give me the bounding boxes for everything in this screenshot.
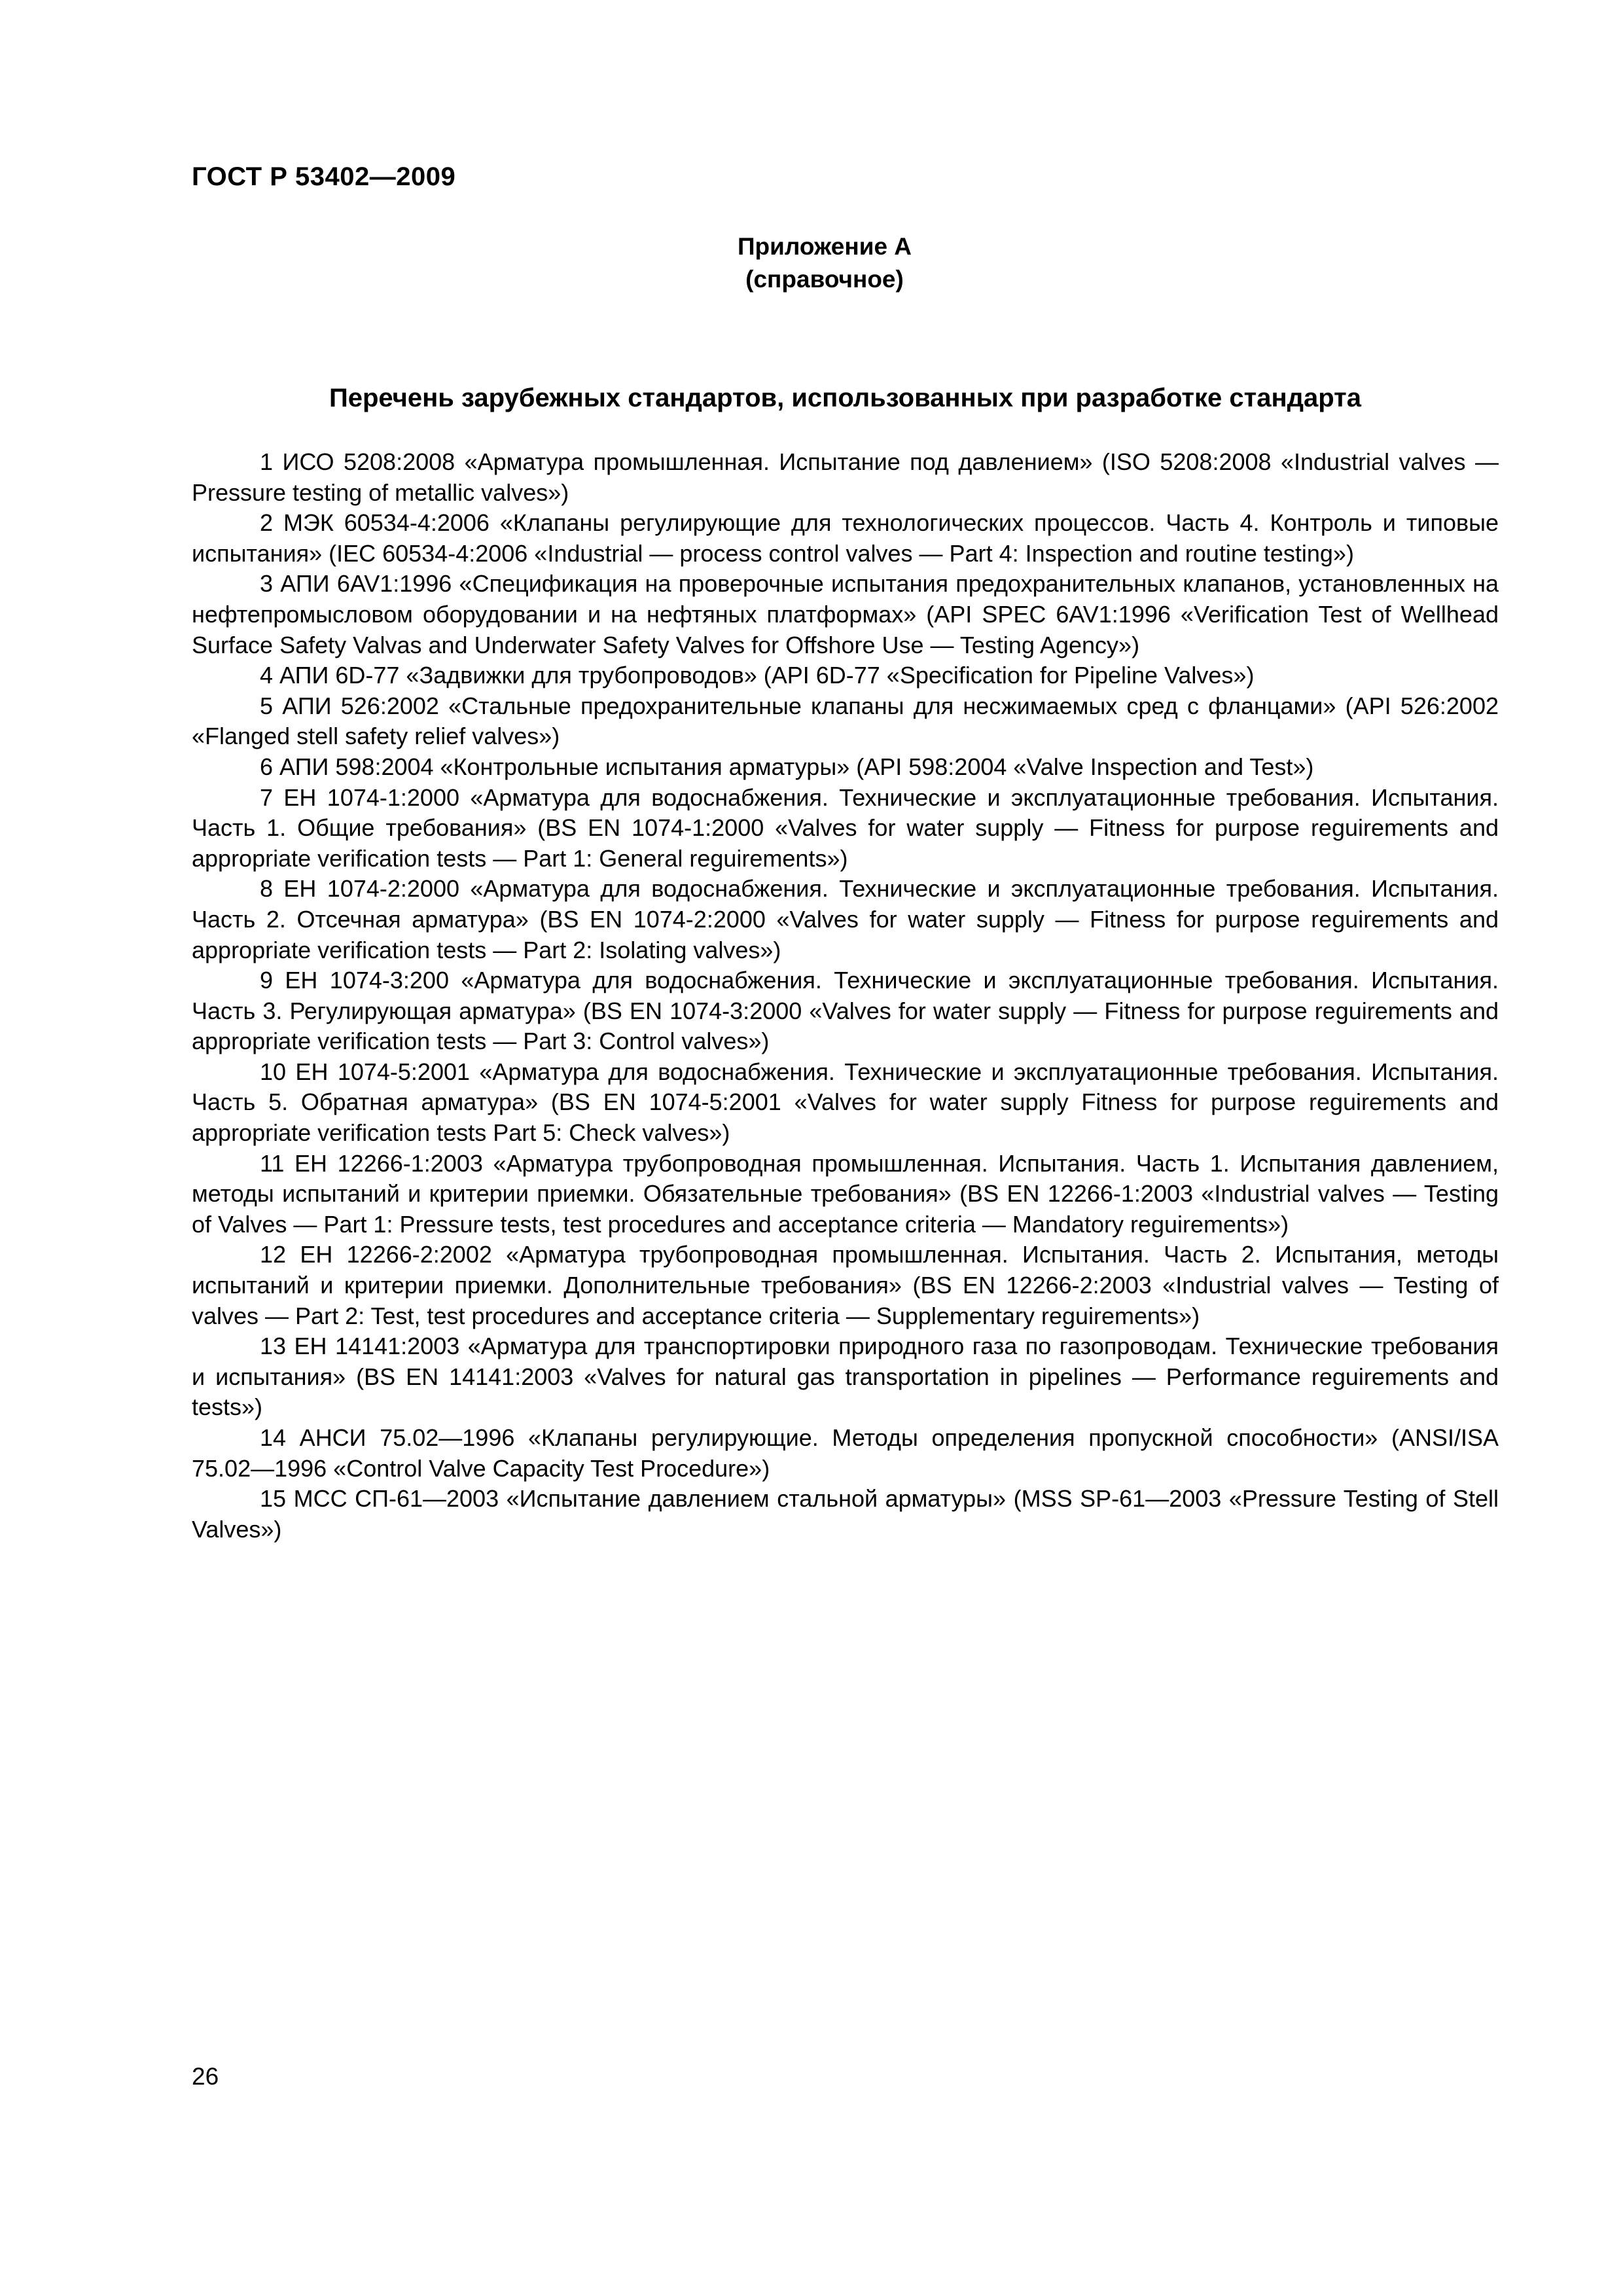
appendix-title: Приложение А <box>737 233 912 260</box>
appendix-heading <box>0 230 1623 296</box>
appendix-type: (справочное) <box>745 266 904 293</box>
reference-item: 5 АПИ 526:2002 «Стальные предохранительные клапаны для несжимаемых сред с фланцами» (API 526:2002 «Flanged stell safety relief valves») <box>192 692 1499 750</box>
standard-code-header: ГОСТ Р 53402—2009 <box>192 162 456 191</box>
reference-item: 7 ЕН 1074-1:2000 «Арматура для водоснабжения. Технические и эксплуатационные требования. Испытания. Часть 1. Общие требования» (BS EN 1074-1:2000 «Valves for water supply — Fitness for purpose reguirements and appropriate verification tests — Part 1: General reguirements») <box>192 783 1499 872</box>
page-number: 26 <box>192 2063 219 2090</box>
reference-item: 10 ЕН 1074-5:2001 «Арматура для водоснабжения. Технические и эксплуатационные требования. Испытания. Часть 5. Обратная арматура» (BS EN 1074-5:2001 «Valves for water supply Fitness for purpose reguirements and appropriate verification tests Part 5: Check valves») <box>192 1058 1499 1147</box>
reference-item: 8 ЕН 1074-2:2000 «Арматура для водоснабжения. Технические и эксплуатационные требования. Испытания. Часть 2. Отсечная арматура» (BS EN 1074-2:2000 «Valves for water supply — Fitness for purpose reguirements and appropriate verification tests — Part 2: Isolating valves») <box>192 875 1499 963</box>
reference-item: 14 АНСИ 75.02—1996 «Клапаны регулирующие. Методы определения пропускной способности» (ANSI/ISA 75.02—1996 «Control Valve Capacity Test Procedure») <box>192 1424 1499 1482</box>
reference-item: 11 ЕН 12266-1:2003 «Арматура трубопроводная промышленная. Испытания. Часть 1. Испытания давлением, методы испытаний и критерии приемки. Обязательные требования» (BS EN 12266-1:2003 «Industrial valves — Testing of Valves — Part 1: Pressure tests, test procedures and acceptance criteria — Mandatory reguirements») <box>192 1149 1499 1238</box>
reference-item: 1 ИСО 5208:2008 «Арматура промышленная. Испытание под давлением» (ISO 5208:2008 «Industrial valves — Pressure testing of metallic valves») <box>192 448 1499 506</box>
reference-item: 9 ЕН 1074-3:200 «Арматура для водоснабжения. Технические и эксплуатационные требования. Испытания. Часть 3. Регулирующая арматура» (BS EN 1074-3:2000 «Valves for water supply — Fitness for purpose reguirements and appropriate verification tests — Part 3: Control valves») <box>192 967 1499 1055</box>
reference-item: 6 АПИ 598:2004 «Контрольные испытания арматуры» (API 598:2004 «Valve Inspection and Test») <box>260 753 1314 780</box>
reference-item: 13 ЕН 14141:2003 «Арматура для транспортировки природного газа по газопроводам. Технические требования и испытания» (BS EN 14141:2003 «Valves for natural gas transportation in pipelines — Performance reguirements and tests») <box>192 1333 1499 1421</box>
section-title: Перечень зарубежных стандартов, использованных при разработке стандарта <box>329 384 1361 412</box>
reference-item: 2 МЭК 60534-4:2006 «Клапаны регулирующие для технологических процессов. Часть 4. Контроль и типовые испытания» (IEC 60534-4:2006 «Industrial — process control valves — Part 4: Inspection and routine testing») <box>192 509 1499 567</box>
reference-item: 3 АПИ 6AV1:1996 «Спецификация на проверочные испытания предохранительных клапанов, установленных на нефтепромысловом оборудовании и на нефтяных платформах» (API SPEC 6AV1:1996 «Verification Test of Wellhead Surface Safety Valvas and Underwater Safety Valves for Offshore Use — Testing Agency») <box>192 570 1499 658</box>
reference-item: 15 МСС СП-61—2003 «Испытание давлением стальной арматуры» (MSS SP-61—2003 «Pressure Testing of Stell Valves») <box>192 1485 1499 1543</box>
reference-item: 12 ЕН 12266-2:2002 «Арматура трубопроводная промышленная. Испытания. Часть 2. Испытания, методы испытаний и критерии приемки. Дополнительные требования» (BS EN 12266-2:2003 «Industrial valves — Testing of valves — Part 2: Test, test procedures and acceptance criteria — Supplementary reguirements») <box>192 1241 1499 1329</box>
reference-list <box>192 447 1499 1545</box>
reference-item: 4 АПИ 6D-77 «Задвижки для трубопроводов» (API 6D-77 «Specification for Pipeline Valves») <box>260 662 1255 689</box>
